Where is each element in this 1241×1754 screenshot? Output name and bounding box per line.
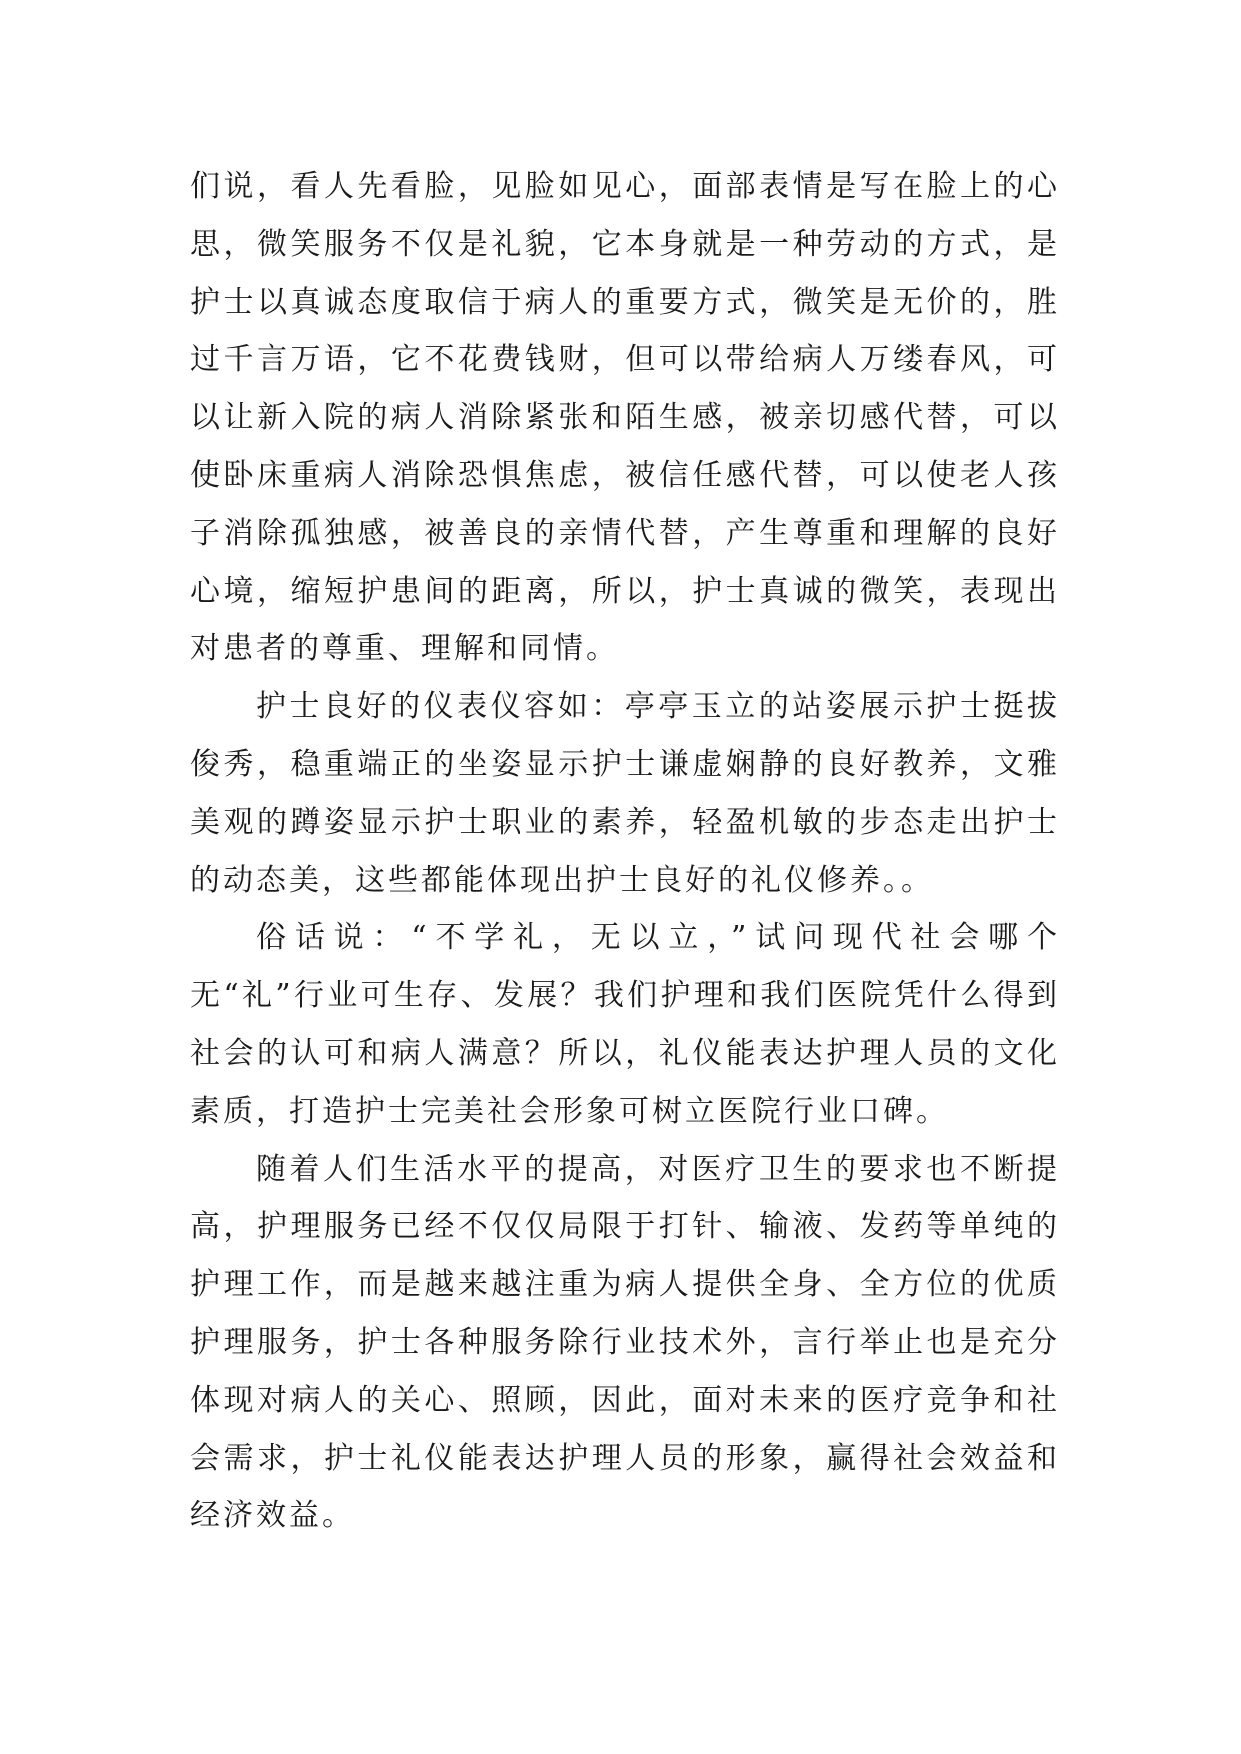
body-text [190,158,1060,1545]
paragraph-1: 们说，看人先看脸，见脸如见心，面部表情是写在脸上的心思，微笑服务不仅是礼貌，它本身就是一种劳动的方式，是护士以真诚态度取信于病人的重要方式，微笑是无价的，胜过千言万语，它不花费钱财，但可以带给病人万缕春风，可以让新入院的病人消除紧张和陌生感，被亲切感代替，可以使卧床重病人消除恐惧焦虑，被信任感代替，可以使老人孩子消除孤独感，被善良的亲情代替，产生尊重和理解的良好心境，缩短护患间的距离，所以，护士真诚的微笑，表现出对患者的尊重、理解和同情。 [190,169,1060,667]
paragraph-2: 护士良好的仪表仪容如：亭亭玉立的站姿展示护士挺拔俊秀，稳重端正的坐姿显示护士谦虚娴静的良好教养，文雅美观的蹲姿显示护士职业的素养，轻盈机敏的步态走出护士的动态美，这些都能体现出护士良好的礼仪修养。。 [190,689,1060,898]
paragraph-3: 俗话说：“不学礼，无以立，”试问现代社会哪个无“礼”行业可生存、发展？我们护理和我们医院凭什么得到社会的认可和病人满意？所以，礼仪能表达护理人员的文化素质，打造护士完美社会形象可树立医院行业口碑。 [190,920,1060,1129]
paragraph-4: 随着人们生活水平的提高，对医疗卫生的要求也不断提高，护理服务已经不仅仅局限于打针、输液、发药等单纯的护理工作，而是越来越注重为病人提供全身、全方位的优质护理服务，护士各种服务除行业技术外，言行举止也是充分体现对病人的关心、照顾，因此，面对未来的医疗竞争和社会需求，护士礼仪能表达护理人员的形象，赢得社会效益和经济效益。 [190,1151,1060,1534]
